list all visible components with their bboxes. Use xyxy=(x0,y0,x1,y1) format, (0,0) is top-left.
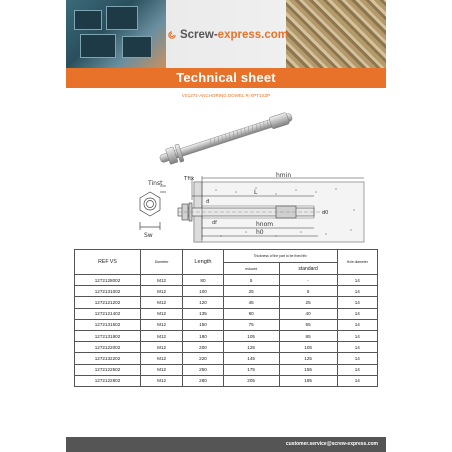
cell-reduced: 45 xyxy=(223,297,279,308)
cell-diameter: M12 xyxy=(140,275,182,286)
cell-standard: 5 xyxy=(279,286,337,297)
cell-diameter: M12 xyxy=(140,286,182,297)
screws-photo xyxy=(286,0,386,68)
table-row xyxy=(75,342,378,353)
cell-length: 150 xyxy=(183,319,223,330)
cell-length: 80 xyxy=(183,275,223,286)
cell-length: 200 xyxy=(183,342,223,353)
nut-front-view xyxy=(140,186,166,230)
drawing-label-df: df xyxy=(212,220,217,226)
drawing-label-tfix: Tfix xyxy=(184,176,195,182)
cell-diameter: M12 xyxy=(140,308,182,319)
cell-reduced: 80 xyxy=(223,308,279,319)
cell-hole: 14 xyxy=(337,353,377,364)
cell-hole: 14 xyxy=(337,330,377,341)
header-banner xyxy=(66,0,386,68)
cell-ref: 1272121402 xyxy=(75,308,141,319)
cell-length: 220 xyxy=(183,353,223,364)
cell-ref: 1272131802 xyxy=(75,330,141,341)
cell-diameter: M12 xyxy=(140,375,182,386)
concrete-section xyxy=(178,182,364,242)
cell-length: 280 xyxy=(183,375,223,386)
logo-mark-icon xyxy=(168,26,176,44)
drawing-label-hnom: hnom xyxy=(256,221,274,228)
header-diameter: Diameter xyxy=(140,250,182,275)
cell-ref: 1272121202 xyxy=(75,297,141,308)
workshop-photo xyxy=(66,0,166,68)
cell-diameter: M12 xyxy=(140,342,182,353)
table-row xyxy=(75,275,378,286)
header-thickness: Thickness of the part to be fixed tfix xyxy=(223,250,337,263)
cell-reduced: 25 xyxy=(223,286,279,297)
cell-reduced: 105 xyxy=(223,330,279,341)
drawing-label-sw: Sw xyxy=(144,232,153,239)
cell-hole: 14 xyxy=(337,308,377,319)
table-row xyxy=(75,375,378,386)
table-row xyxy=(75,297,378,308)
drawing-label-l: L xyxy=(254,189,258,196)
specification-table xyxy=(74,249,378,387)
cell-standard: - xyxy=(279,275,337,286)
cell-standard: 85 xyxy=(279,330,337,341)
brand-logo[interactable] xyxy=(168,20,288,50)
drawing-label-hmin: hmin xyxy=(276,172,292,179)
technical-drawing xyxy=(126,170,366,250)
cell-standard: 125 xyxy=(279,353,337,364)
cell-standard: 155 xyxy=(279,364,337,375)
table-row xyxy=(75,364,378,375)
drawing-label-tinst: Tinst xyxy=(148,180,163,187)
anchor-bolt-image xyxy=(151,108,301,168)
header-reduced: reduced xyxy=(223,263,279,275)
cell-hole: 14 xyxy=(337,286,377,297)
product-subtitle: VS1272-ANCHORING DOWEL R-XPT1XZP xyxy=(181,93,271,98)
cell-ref: 1272128002 xyxy=(75,275,141,286)
header-hole-diameter: Hole diameter xyxy=(337,250,377,275)
cell-reduced: 125 xyxy=(223,342,279,353)
drawing-label-h0: h0 xyxy=(256,229,264,236)
table-row xyxy=(75,319,378,330)
drawing-label-d0: d0 xyxy=(322,210,329,216)
cell-diameter: M12 xyxy=(140,353,182,364)
cell-hole: 14 xyxy=(337,364,377,375)
cell-standard: 40 xyxy=(279,308,337,319)
cell-reduced: 175 xyxy=(223,364,279,375)
cell-ref: 1272132202 xyxy=(75,353,141,364)
table-row xyxy=(75,330,378,341)
cell-ref: 1272131502 xyxy=(75,319,141,330)
cell-ref: 1272122802 xyxy=(75,375,141,386)
cell-hole: 14 xyxy=(337,342,377,353)
cell-length: 250 xyxy=(183,364,223,375)
cell-length: 135 xyxy=(183,308,223,319)
cell-diameter: M12 xyxy=(140,330,182,341)
logo-text: Screw-express.com xyxy=(179,29,288,41)
header-standard: standard xyxy=(279,263,337,275)
cell-ref: 1272122502 xyxy=(75,364,141,375)
cell-length: 100 xyxy=(183,286,223,297)
cell-standard: 185 xyxy=(279,375,337,386)
cell-length: 180 xyxy=(183,330,223,341)
drawing-label-d: d xyxy=(206,199,210,205)
cell-hole: 14 xyxy=(337,275,377,286)
cell-reduced: 5 xyxy=(223,275,279,286)
cell-length: 120 xyxy=(183,297,223,308)
cell-diameter: M12 xyxy=(140,319,182,330)
cell-reduced: 205 xyxy=(223,375,279,386)
cell-standard: 55 xyxy=(279,319,337,330)
table-row xyxy=(75,308,378,319)
cell-hole: 14 xyxy=(337,375,377,386)
cell-ref: 1272122002 xyxy=(75,342,141,353)
page-title: Technical sheet xyxy=(176,70,276,85)
table-row xyxy=(75,286,378,297)
cell-ref: 1272131002 xyxy=(75,286,141,297)
table-row xyxy=(75,353,378,364)
cell-standard: 105 xyxy=(279,342,337,353)
table-body xyxy=(75,275,378,387)
cell-standard: 25 xyxy=(279,297,337,308)
cell-reduced: 145 xyxy=(223,353,279,364)
technical-sheet-page xyxy=(66,0,386,452)
cell-hole: 14 xyxy=(337,319,377,330)
cell-reduced: 75 xyxy=(223,319,279,330)
cell-diameter: M12 xyxy=(140,364,182,375)
footer-email-link[interactable]: customer.service@screw-express.com xyxy=(285,441,378,447)
header-ref: REF VS xyxy=(75,250,141,275)
header-length: Length xyxy=(183,250,223,275)
cell-hole: 14 xyxy=(337,297,377,308)
cell-diameter: M12 xyxy=(140,297,182,308)
